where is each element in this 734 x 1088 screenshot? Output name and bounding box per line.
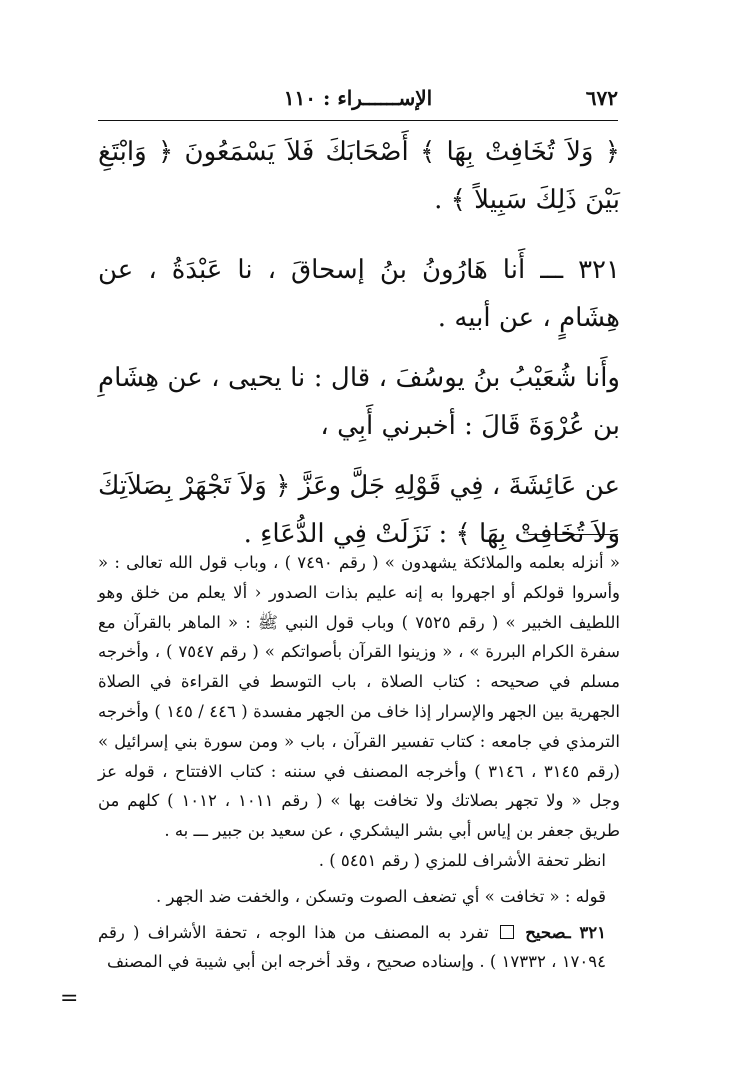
grading-text: تفرد به المصنف من هذا الوجه ، تحفة الأشراف ( رقم ١٧٠٩٤ ، ١٧٣٣٢ ) . وإسناده صحيح ، وقد أخرجه ابن أبي شيبة في المصنف — [98, 922, 606, 972]
footnote-takhrij: « أنزله بعلمه والملائكة يشهدون » ( رقم ٧٤٩٠ ) ، وباب قول الله تعالى : « وأسروا قولكم أو اجهروا به إنه عليم بذات الصدور ‹ ألا يعلم من خلق وهو اللطيف الخبير » ( رقم ٧٥٢٥ ) وباب قول النبي ﷺ : « الماهر بالقرآن مع سفرة الكرام البررة » ، « وزينوا القرآن بأصواتكم » ( رقم ٧٥٤٧ ) ، وأخرجه مسلم في صحيحه : كتاب الصلاة ، باب التوسط في القراءة في الصلاة الجهرية بين الجهر والإسرار إذا خاف من الجهر مفسدة ( ٤٤٦ / ١٤٥ ) وأخرجه الترمذي في جامعه : كتاب تفسير القرآن ، باب « ومن سورة بني إسرائيل » (رقم ٣١٤٥ ، ٣١٤٦ ) وأخرجه المصنف في سننه : كتاب الافتتاح ، قوله عز وجل « ولا تجهر بصلاتك ولا تخافت بها » ( رقم ١٠١١ ، ١٠١٢ ) كلهم من طريق جعفر بن إياس أبي بشر اليشكري ، عن سعيد بن جبير ـــ به . — [98, 553, 621, 841]
page-header — [98, 84, 618, 118]
hadith-matn: عن عَائِشَةَ ، فِي قَوْلِهِ جَلَّ وعَزَّ ﴿ وَلاَ تَجْهَرْ بِصَلاَتِكَ وَلاَ تُخَافِتْ بِهَا ﴾ : نَزَلَتْ فِي الدُّعَاءِ . — [98, 471, 620, 549]
footnote-divider — [528, 534, 618, 535]
verse-continuation: ﴿ وَلاَ تُخَافِتْ بِهَا ﴾ أَصْحَابَكَ فَلاَ يَسْمَعُونَ ﴿ وَابْتَغِ بَيْنَ ذَلِكَ سَبِيلاً ﴾ . — [98, 137, 620, 215]
footnote-grading — [98, 918, 620, 978]
page-number: ٦٧٢ — [585, 86, 618, 110]
grading-label: ٣٢١ ـصحيح — [525, 922, 606, 942]
footnote-reference: انظر تحفة الأشراف للمزي ( رقم ٥٤٥١ ) . — [318, 850, 606, 870]
hadith-isnad-1: ٣٢١ ـــ أَنا هَارُونُ بنُ إسحاقَ ، نا عَبْدَةُ ، عن هِشَامٍ ، عن أبيه . — [98, 255, 620, 333]
continuation-mark: = — [60, 986, 79, 1011]
footnotes — [98, 548, 620, 977]
main-text — [98, 128, 620, 558]
footnote-gloss: قوله : « تخافت » أي تضعف الصوت وتسكن ، والخفت ضد الجهر . — [156, 886, 606, 906]
running-title: الإســــــراء : ١١٠ — [283, 86, 433, 110]
square-marker-icon — [500, 925, 514, 939]
hadith-isnad-2: وأَنا شُعَيْبُ بنُ يوسُفَ ، قال : نا يحيى ، عن هِشَامِ بن عُرْوَةَ قَالَ : أخبرني أَبِي ، — [98, 363, 620, 441]
header-divider — [98, 120, 618, 121]
